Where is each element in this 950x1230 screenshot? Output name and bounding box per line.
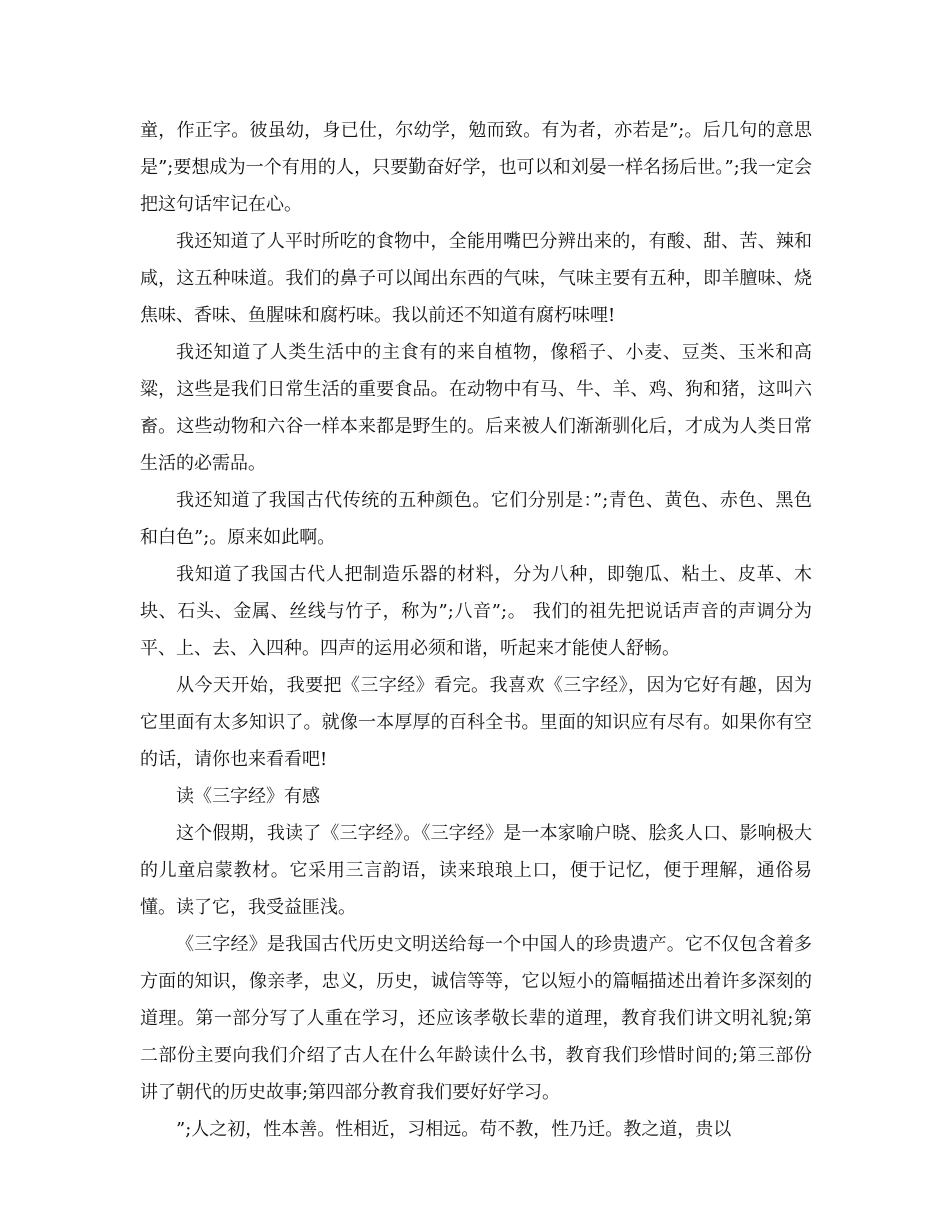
paragraph-3: 我还知道了人类生活中的主食有的来自植物，像稻子、小麦、豆类、玉米和高粱，这些是我们日常生活的重要食品。在动物中有马、牛、羊、鸡、狗和猪，这叫六畜。这些动物和六谷一样本来都是野生的。后来被人们渐渐驯化后，才成为人类日常生活的必需品。	[140, 342, 812, 474]
paragraph-6: 从今天开始，我要把《三字经》看完。我喜欢《三字经》，因为它好有趣，因为它里面有太多知识了。就像一本厚厚的百科全书。里面的知识应有尽有。如果你有空的话，请你也来看看吧!	[140, 675, 812, 770]
paragraph-5: 我知道了我国古代人把制造乐器的材料，分为八种，即匏瓜、粘土、皮革、木块、石头、金属、丝线与竹子，称为”;八音”;。 我们的祖先把说话声音的声调分为平、上、去、入四种。四声的运用必须和谐，听起来才能使人舒畅。	[140, 564, 812, 659]
section-heading: 读《三字经》有感	[176, 786, 320, 807]
document-body	[140, 112, 812, 1148]
paragraph-2: 我还知道了人平时所吃的食物中，全能用嘴巴分辨出来的，有酸、甜、苦、辣和咸，这五种味道。我们的鼻子可以闻出东西的气味，气味主要有五种，即羊膻味、烧焦味、香味、鱼腥味和腐朽味。我以前还不知道有腐朽味哩!	[140, 231, 812, 326]
paragraph-10: ”;人之初，性本善。性相近，习相远。苟不教，性乃迁。教之道，贵以	[176, 1119, 732, 1140]
paragraph-4: 我还知道了我国古代传统的五种颜色。它们分别是：”;青色、黄色、赤色、黑色和白色”;。原来如此啊。	[140, 490, 812, 548]
paragraph-9: 《三字经》是我国古代历史文明送给每一个中国人的珍贵遗产。它不仅包含着多方面的知识，像亲孝，忠义，历史，诚信等等，它以短小的篇幅描述出着许多深刻的道理。第一部分写了人重在学习，还应该孝敬长辈的道理，教育我们讲文明礼貌;第二部份主要向我们介绍了古人在什么年龄读什么书，教育我们珍惜时间的;第三部份讲了朝代的历史故事;第四部分教育我们要好好学习。	[140, 934, 812, 1103]
paragraph-1: 童，作正字。彼虽幼，身已仕，尔幼学，勉而致。有为者，亦若是”;。后几句的意思是”;要想成为一个有用的人，只要勤奋好学，也可以和刘晏一样名扬后世。”;我一定会把这句话牢记在心。	[140, 120, 812, 215]
paragraph-8: 这个假期，我读了《三字经》。《三字经》是一本家喻户晓、脍炙人口、影响极大的儿童启蒙教材。它采用三言韵语，读来琅琅上口，便于记忆，便于理解，通俗易懂。读了它，我受益匪浅。	[140, 823, 812, 918]
